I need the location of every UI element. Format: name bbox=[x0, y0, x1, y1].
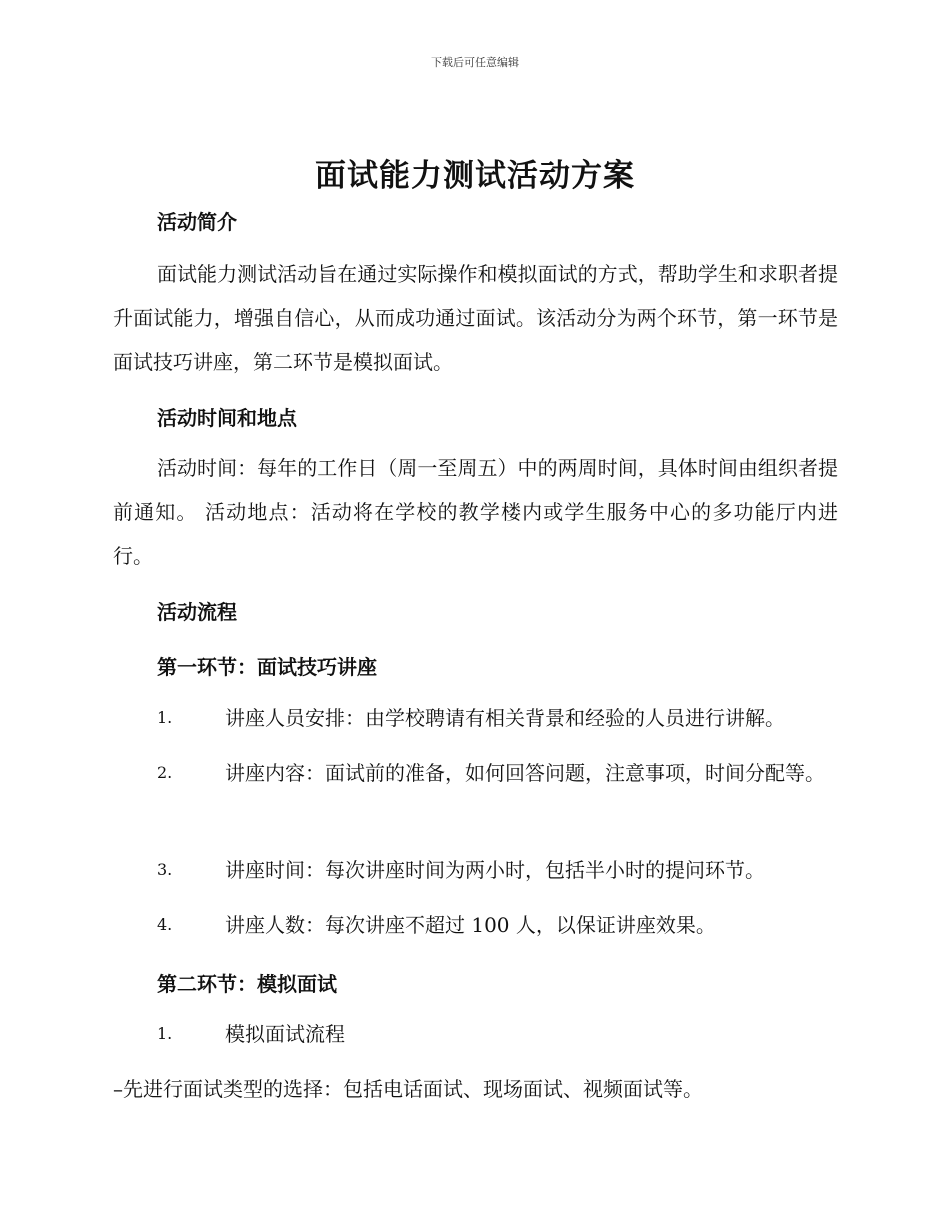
list-item bbox=[113, 696, 838, 740]
heading-part2: 第二环节：模拟面试 bbox=[157, 972, 337, 996]
heading-time-place: 活动时间和地点 bbox=[157, 406, 297, 430]
list-item-text: 讲座人员安排：由学校聘请有相关背景和经验的人员进行讲解。 bbox=[225, 706, 785, 730]
list-item-text: 讲座时间：每次讲座时间为两小时，包括半小时的提问环节。 bbox=[225, 858, 765, 882]
list-item-text: 讲座内容：面试前的准备，如何回答问题，注意事项，时间分配等。 bbox=[225, 761, 825, 785]
page-header-note: 下载后可任意编辑 bbox=[431, 56, 519, 69]
list-item-number: 4. bbox=[157, 915, 173, 934]
dash-line: –先进行面试类型的选择：包括电话面试、现场面试、视频面试等。 bbox=[113, 1077, 703, 1101]
list-item-number: 2. bbox=[157, 763, 173, 782]
list-item-text: 讲座人数：每次讲座不超过 100 人，以保证讲座效果。 bbox=[225, 913, 716, 937]
list-item bbox=[113, 903, 838, 947]
document-title: 面试能力测试活动方案 bbox=[315, 158, 635, 194]
list-item-number: 1. bbox=[157, 708, 173, 727]
list-item bbox=[113, 848, 838, 892]
paragraph-time-place: 活动时间：每年的工作日（周一至周五）中的两周时间，具体时间由组织者提前通知。 活动地点：活动将在学校的教学楼内或学生服务中心的多功能厅内进行。 bbox=[113, 456, 838, 568]
heading-intro: 活动简介 bbox=[157, 210, 237, 234]
paragraph-intro: 面试能力测试活动旨在通过实际操作和模拟面试的方式，帮助学生和求职者提升面试能力，增强自信心，从而成功通过面试。该活动分为两个环节，第一环节是面试技巧讲座，第二环节是模拟面试。 bbox=[113, 262, 838, 374]
list-item bbox=[113, 751, 838, 795]
list-item-number: 1. bbox=[157, 1024, 173, 1043]
heading-part1: 第一环节：面试技巧讲座 bbox=[157, 655, 377, 679]
list-item bbox=[113, 1012, 838, 1056]
heading-process: 活动流程 bbox=[157, 600, 237, 624]
list-item-text: 模拟面试流程 bbox=[225, 1022, 345, 1046]
list-item-number: 3. bbox=[157, 860, 173, 879]
